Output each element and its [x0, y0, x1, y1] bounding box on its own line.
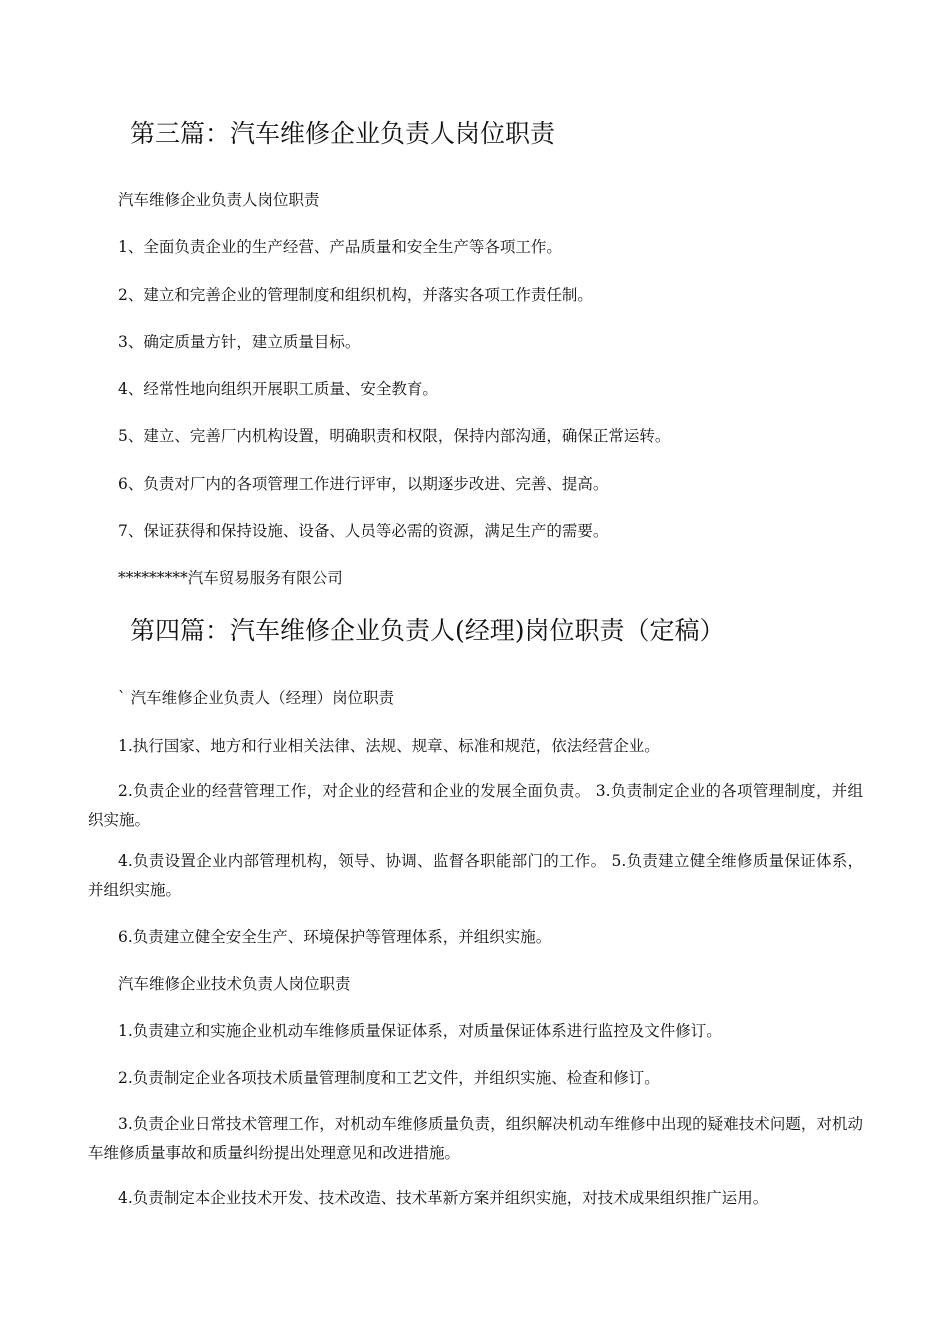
- section4-para-3: 4.负责设置企业内部管理机构，领导、协调、监督各职能部门的工作。 5.负责建立健全维修质量保证体系，并组织实施。: [88, 852, 863, 899]
- section4-heading: 第四篇：汽车维修企业负责人(经理)岗位职责（定稿）: [130, 616, 725, 645]
- section3-item-7: 7、保证获得和保持设施、设备、人员等必需的资源，满足生产的需要。: [118, 522, 609, 540]
- section3-item-5: 5、建立、完善厂内机构设置，明确职责和权限，保持内部沟通，确保正常运转。: [118, 427, 671, 445]
- company-name: *********汽车贸易服务有限公司: [118, 569, 343, 587]
- section4-para-4: 6.负责建立健全安全生产、环境保护等管理体系，并组织实施。: [118, 928, 552, 946]
- section3-item-1: 1、全面负责企业的生产经营、产品质量和安全生产等各项工作。: [118, 238, 562, 256]
- section3-item-3: 3、确定质量方针，建立质量目标。: [118, 333, 361, 351]
- tech-item-4: 4.负责制定本企业技术开发、技术改造、技术革新方案并组织实施，对技术成果组织推广运用。: [118, 1189, 769, 1207]
- tech-section-title: 汽车维修企业技术负责人岗位职责: [118, 975, 351, 993]
- section3-heading: 第三篇：汽车维修企业负责人岗位职责: [130, 119, 556, 148]
- section3-subtitle: 汽车维修企业负责人岗位职责: [118, 191, 320, 209]
- section4-para-2: 2.负责企业的经营管理工作，对企业的经营和企业的发展全面负责。 3.负责制定企业的各项管理制度，并组织实施。: [88, 782, 863, 829]
- section4-subtitle: ` 汽车维修企业负责人（经理）岗位职责: [118, 689, 395, 707]
- section3-item-2: 2、建立和完善企业的管理制度和组织机构，并落实各项工作责任制。: [118, 286, 593, 304]
- section3-item-4: 4、经常性地向组织开展职工质量、安全教育。: [118, 380, 438, 398]
- section4-para-1: 1.执行国家、地方和行业相关法律、法规、规章、标准和规范，依法经营企业。: [118, 737, 660, 755]
- tech-item-3: 3.负责企业日常技术管理工作，对机动车维修质量负责，组织解决机动车维修中出现的疑难技术问题，对机动车维修质量事故和质量纠纷提出处理意见和改进措施。: [88, 1115, 863, 1162]
- tech-item-1: 1.负责建立和实施企业机动车维修质量保证体系，对质量保证体系进行监控及文件修订。: [118, 1022, 722, 1040]
- section3-item-6: 6、负责对厂内的各项管理工作进行评审，以期逐步改进、完善、提高。: [118, 475, 609, 493]
- tech-item-2: 2.负责制定企业各项技术质量管理制度和工艺文件，并组织实施、检查和修订。: [118, 1069, 660, 1087]
